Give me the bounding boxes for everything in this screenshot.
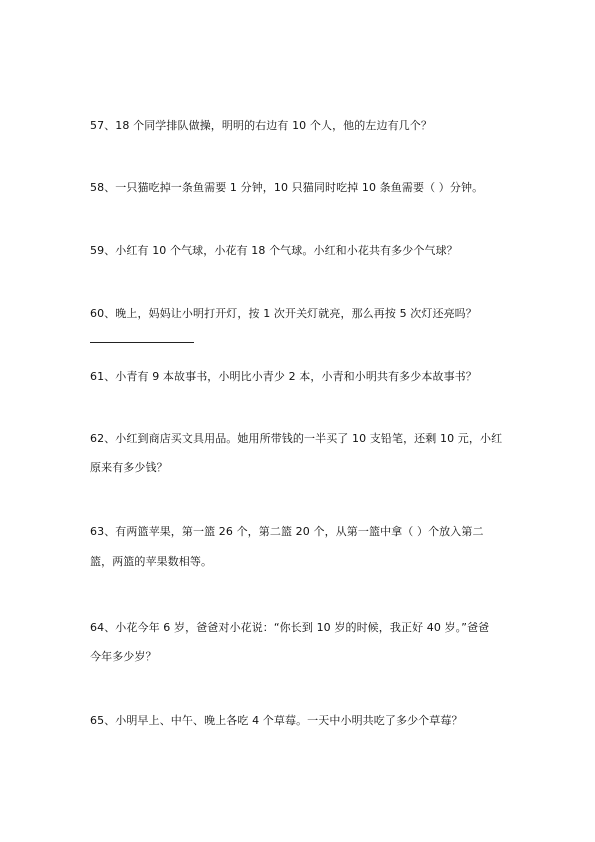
question-58: 58、一只猫吃掉一条鱼需要 1 分钟，10 只猫同时吃掉 10 条鱼需要（ ）分钟。 — [90, 181, 484, 194]
question-57: 57、18 个同学排队做操，明明的右边有 10 个人，他的左边有几个？ — [90, 119, 432, 132]
question-61: 61、小青有 9 本故事书，小明比小青少 2 本，小青和小明共有多少本故事书？ — [90, 370, 477, 383]
question-60: 60、晚上，妈妈让小明打开灯，按 1 次开关灯就亮，那么再按 5 次灯还亮吗？ — [90, 307, 477, 320]
answer-underline — [90, 342, 194, 343]
question-64-line-1: 64、小花今年 6 岁，爸爸对小花说：“你长到 10 岁的时候，我正好 40 岁。”爸爸 — [90, 621, 490, 634]
question-63-line-1: 63、有两篮苹果，第一篮 26 个，第二篮 20 个，从第一篮中拿（ ）个放入第二 — [90, 525, 484, 538]
question-62-line-1: 62、小红到商店买文具用品。她用所带钱的一半买了 10 支铅笔，还剩 10 元，小红 — [90, 432, 503, 445]
question-59: 59、小红有 10 个气球，小花有 18 个气球。小红和小花共有多少个气球？ — [90, 244, 458, 257]
question-65: 65、小明早上、中午、晚上各吃 4 个草莓。一天中小明共吃了多少个草莓？ — [90, 714, 463, 727]
question-62-line-2: 原来有多少钱？ — [90, 461, 168, 474]
question-63-line-2: 篮，两篮的苹果数相等。 — [90, 555, 213, 568]
question-64-line-2: 今年多少岁？ — [90, 650, 157, 663]
